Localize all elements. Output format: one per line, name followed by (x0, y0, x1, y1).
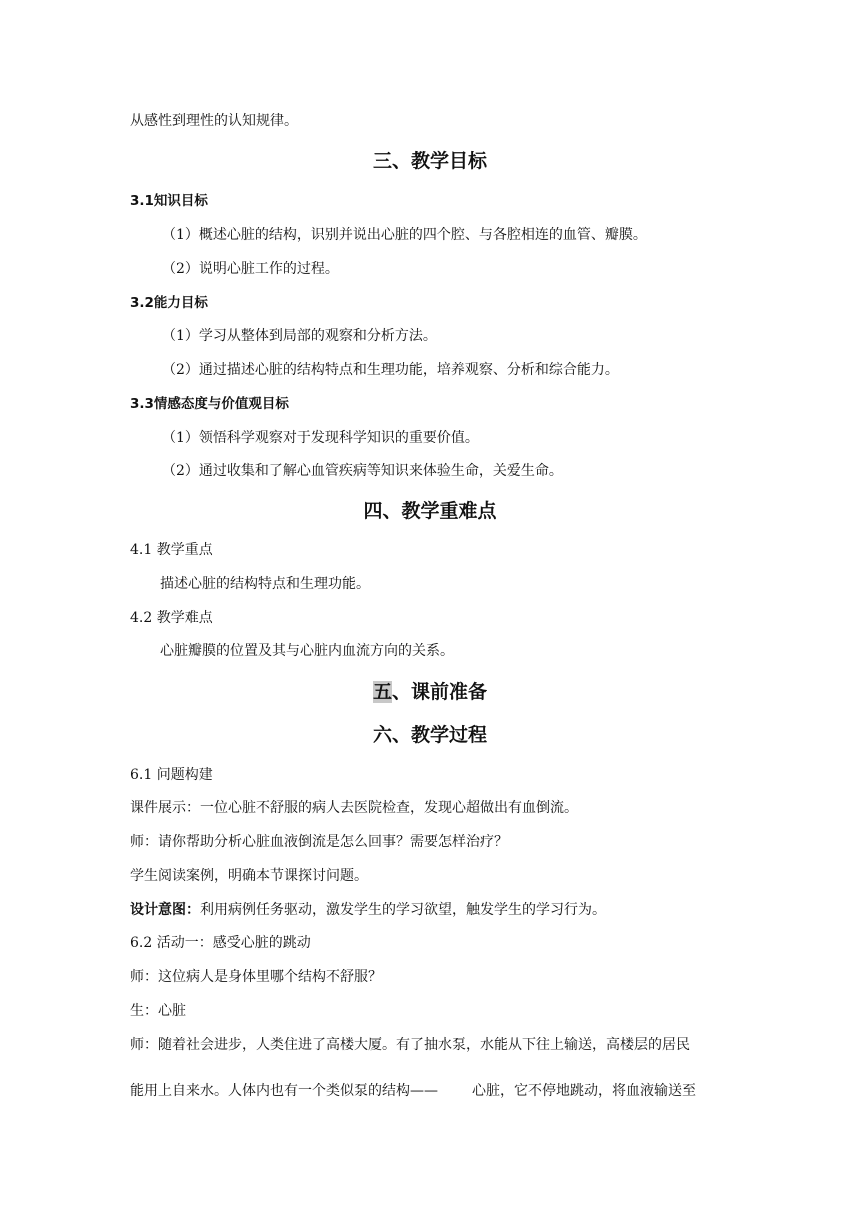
problem-line-1: 课件展示：一位心脏不舒服的病人去医院检查，发现心超做出有血倒流。 (130, 800, 578, 816)
difficult-point-text: 心脏瓣膜的位置及其与心脏内血流方向的关系。 (160, 643, 454, 659)
section-3-title: 三、教学目标 (372, 150, 487, 172)
intro-text: 从感性到理性的认知规律。 (130, 113, 298, 129)
section-5-title-rest: 、课前准备 (392, 681, 488, 703)
emotion-goal-item-2: （2）通过收集和了解心血管疾病等知识来体验生命，关爱生命。 (162, 463, 563, 479)
key-point-heading: 4.1 教学重点 (130, 542, 213, 558)
activity-1-heading: 6.2 活动一：感受心脏的跳动 (130, 935, 311, 951)
activity-line-4-part-a: 能用上自来水。人体内也有一个类似泵的结构—— (130, 1083, 438, 1099)
section-4-title: 四、教学重难点 (363, 500, 497, 522)
section-6-title: 六、教学过程 (372, 724, 487, 746)
knowledge-goal-item-1: （1）概述心脏的结构，识别并说出心脏的四个腔、与各腔相连的血管、瓣膜。 (162, 227, 647, 243)
key-point-text: 描述心脏的结构特点和生理功能。 (160, 576, 370, 592)
activity-line-2: 生：心脏 (130, 1003, 186, 1019)
activity-line-3: 师：随着社会进步，人类住进了高楼大厦。有了抽水泵，水能从下往上输送，高楼层的居民 (130, 1037, 690, 1053)
difficult-point-heading: 4.2 教学难点 (130, 610, 213, 626)
design-intent-label: 设计意图： (130, 902, 200, 918)
design-intent-text: 利用病例任务驱动，激发学生的学习欲望，触发学生的学习行为。 (200, 902, 606, 918)
section-5-title-highlight: 五 (372, 681, 392, 703)
activity-line-4-part-b: 心脏，它不停地跳动，将血液输送至 (472, 1083, 696, 1099)
ability-goal-item-2: （2）通过描述心脏的结构特点和生理功能，培养观察、分析和综合能力。 (162, 362, 619, 378)
problem-building-heading: 6.1 问题构建 (130, 767, 213, 783)
design-intent-line (130, 900, 606, 920)
ability-goal-item-1: （1）学习从整体到局部的观察和分析方法。 (162, 328, 437, 344)
section-5-title (0, 679, 860, 705)
emotion-goal-item-1: （1）领悟科学观察对于发现科学知识的重要价值。 (162, 430, 479, 446)
knowledge-goal-heading: 3.1知识目标 (130, 193, 208, 209)
emotion-goal-heading: 3.3情感态度与价值观目标 (130, 396, 289, 412)
activity-line-1: 师：这位病人是身体里哪个结构不舒服？ (130, 969, 382, 985)
knowledge-goal-item-2: （2）说明心脏工作的过程。 (162, 261, 339, 277)
ability-goal-heading: 3.2能力目标 (130, 295, 208, 311)
problem-line-2: 师：请你帮助分析心脏血液倒流是怎么回事？需要怎样治疗？ (130, 834, 508, 850)
activity-line-4 (130, 1081, 696, 1101)
problem-line-3: 学生阅读案例，明确本节课探讨问题。 (130, 868, 368, 884)
